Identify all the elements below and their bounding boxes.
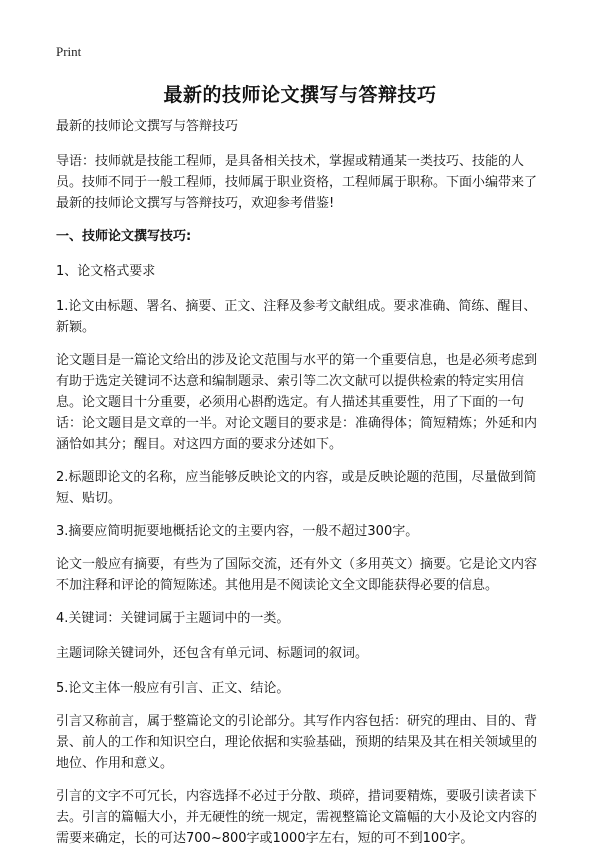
paragraph: 主题词除关键词外，还包含有单元词、标题词的叙词。 xyxy=(56,646,369,661)
subsection-heading: 1、论文格式要求 xyxy=(56,264,156,279)
article-subtitle: 最新的技师论文撰写与答辩技巧 xyxy=(56,119,239,134)
paragraph: 1.论文由标题、署名、摘要、正文、注释及参考文献组成。要求准确、简练、醒目、新颖。 xyxy=(56,299,537,335)
paragraph: 3.摘要应简明扼要地概括论文的主要内容，一般不超过300字。 xyxy=(56,524,419,539)
paragraph: 2.标题即论文的名称，应当能够反映论文的内容，或是反映论题的范围，尽量做到简短、贴切。 xyxy=(56,470,537,506)
paragraph: 4.关键词：关键词属于主题词中的一类。 xyxy=(56,611,290,626)
paragraph: 引言的文字不可冗长，内容选择不必过于分散、琐碎，措词要精炼，要吸引读者读下去。引言的篇幅大小，并无硬性的统一规定，需视整篇论文篇幅的大小及论文内容的需要来确定，长的可达700~800字或1000字左右，短的可不到100字。 xyxy=(56,789,538,846)
paragraph: 引言又称前言，属于整篇论文的引论部分。其写作内容包括：研究的理由、目的、背景、前人的工作和知识空白，理论依据和实验基础，预期的结果及其在相关领域里的地位、作用和意义。 xyxy=(56,714,538,771)
intro-paragraph: 导语：技师就是技能工程师，是具备相关技术，掌握或精通某一类技巧、技能的人员。技师不同于一般工程师，技师属于职业资格，工程师属于职称。下面小编带来了最新的技师论文撰写与答辩技巧，欢迎参考借鉴! xyxy=(56,154,538,211)
section-heading: 一、技师论文撰写技巧: xyxy=(56,229,192,244)
article-body xyxy=(56,116,548,861)
paragraph: 5.论文主体一般应有引言、正文、结论。 xyxy=(56,681,290,696)
print-link[interactable]: Print xyxy=(56,44,82,59)
page-title: 最新的技师论文撰写与答辩技巧 xyxy=(163,84,437,106)
paragraph: 论文一般应有摘要，有些为了国际交流，还有外文（多用英文）摘要。它是论文内容不加注释和评论的简短陈述。其他用是不阅读论文全文即能获得必要的信息。 xyxy=(56,557,538,593)
paragraph: 论文题目是一篇论文给出的涉及论文范围与水平的第一个重要信息，也是必须考虑到有助于选定关键词不达意和编制题录、索引等二次文献可以提供检索的特定实用信息。论文题目十分重要，必须用心斟酌选定。有人描述其重要性，用了下面的一句话：论文题目是文章的一半。对论文题目的要求是：准确得体；简短精炼；外延和内涵恰如其分；醒目。对这四方面的要求分述如下。 xyxy=(56,353,538,452)
